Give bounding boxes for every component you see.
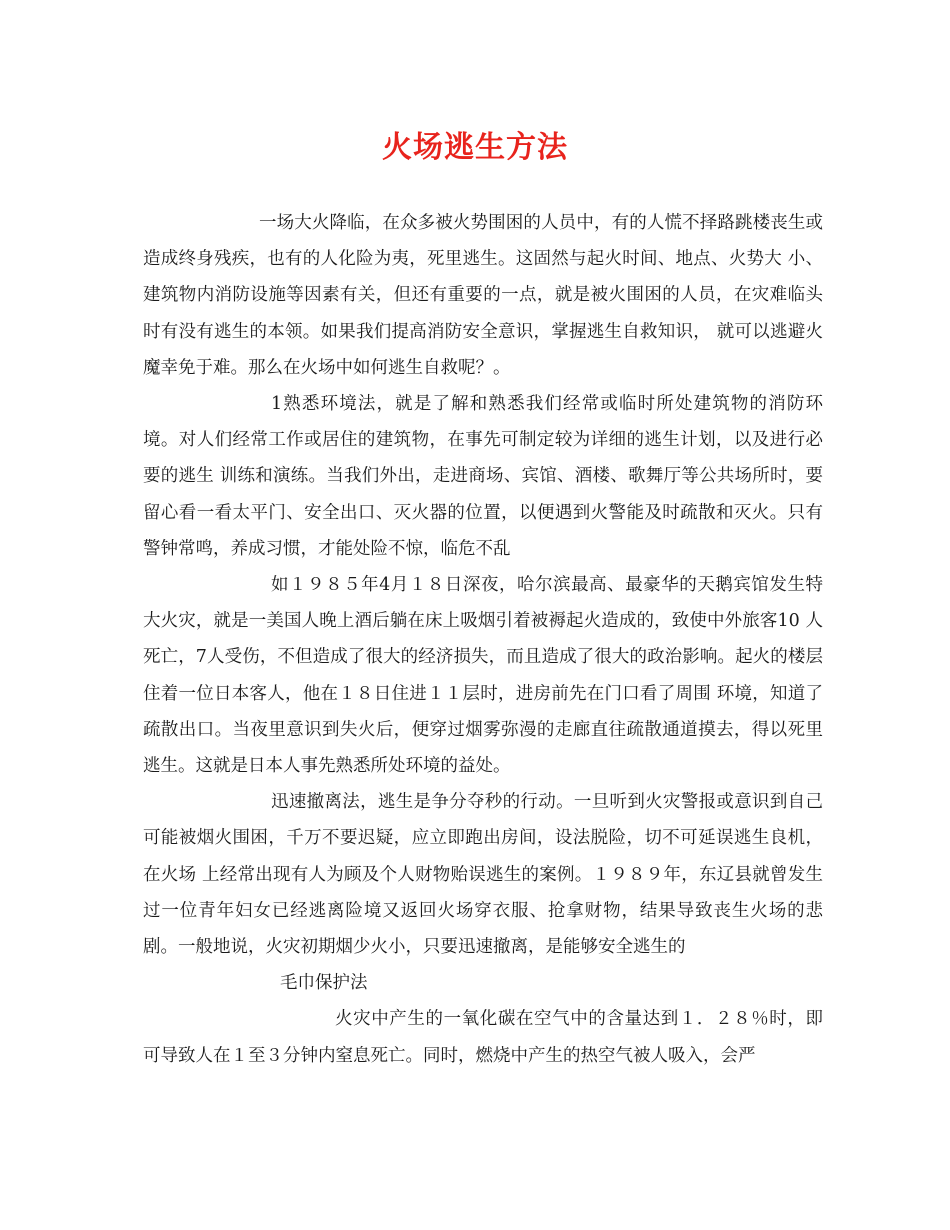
document-title: 火场逃生方法 [382,130,568,165]
paragraph-intro: 一场大火降临，在众多被火势围困的人员中，有的人慌不择路跳楼丧生或造成终身残疾，也有的人化险为夷，死里逃生。这固然与起火时间、地点、火势大 小、建筑物内消防设施等因素有关，但还有重要的一点，就是被火围困的人员，在灾难临头时有没有逃生的本领。如果我们提高消防安全意识，掌握逃生自救知识， 就可以逃避火魔幸免于难。那么在火场中如何逃生自救呢？。 [143,213,823,378]
paragraph-towel-protection: 火灾中产生的一氧化碳在空气中的含量达到１．２８％时，即可导致人在１至３分钟内窒息死亡。同时，燃烧中产生的热空气被人吸入，会严 [143,1009,823,1066]
subheading-towel-protection: 毛巾保护法 [280,973,368,994]
paragraph-harbin-example: 如１９８５年4月１８日深夜，哈尔滨最高、最豪华的天鹅宾馆发生特大火灾，就是一美国人晚上酒后躺在床上吸烟引着被褥起火造成的，致使中外旅客10 人死亡，7人受伤，不但造成了很大的经济损失，而且造成了很大的政治影响。起火的楼层住着一位日本客人，他在１８日住进１１层时，进房前先在门口看了周围 环境，知道了疏散出口。当夜里意识到失火后，便穿过烟雾弥漫的走廊直往疏散通道摸去，得以死里逃生。这就是日本人事先熟悉所处环境的益处。 [143,575,823,777]
document-body [143,205,823,1074]
paragraph-rapid-evacuation: 迅速撤离法，逃生是争分夺秒的行动。一旦听到火灾警报或意识到自己可能被烟火围困，千万不要迟疑，应立即跑出房间，设法脱险，切不可延误逃生良机，在火场 上经常出现有人为顾及个人财物贻误逃生的案例。１９８９年，东辽县就曾发生过一位青年妇女已经逃离险境又返回火场穿衣服、抢拿财物，结果导致丧生火场的悲 剧。一般地说，火灾初期烟少火小，只要迅速撤离，是能够安全逃生的 [143,792,823,958]
paragraph-familiar-environment: 1熟悉环境法，就是了解和熟悉我们经常或临时所处建筑物的消防环境。对人们经常工作或居住的建筑物，在事先可制定较为详细的逃生计划，以及进行必要的逃生 训练和演练。当我们外出，走进商场、宾馆、酒楼、歌舞厅等公共场所时，要留心看一看太平门、安全出口、灭火器的位置，以便遇到火警能及时疏散和灭火。只有 警钟常鸣，养成习惯，才能处险不惊，临危不乱 [143,394,823,559]
